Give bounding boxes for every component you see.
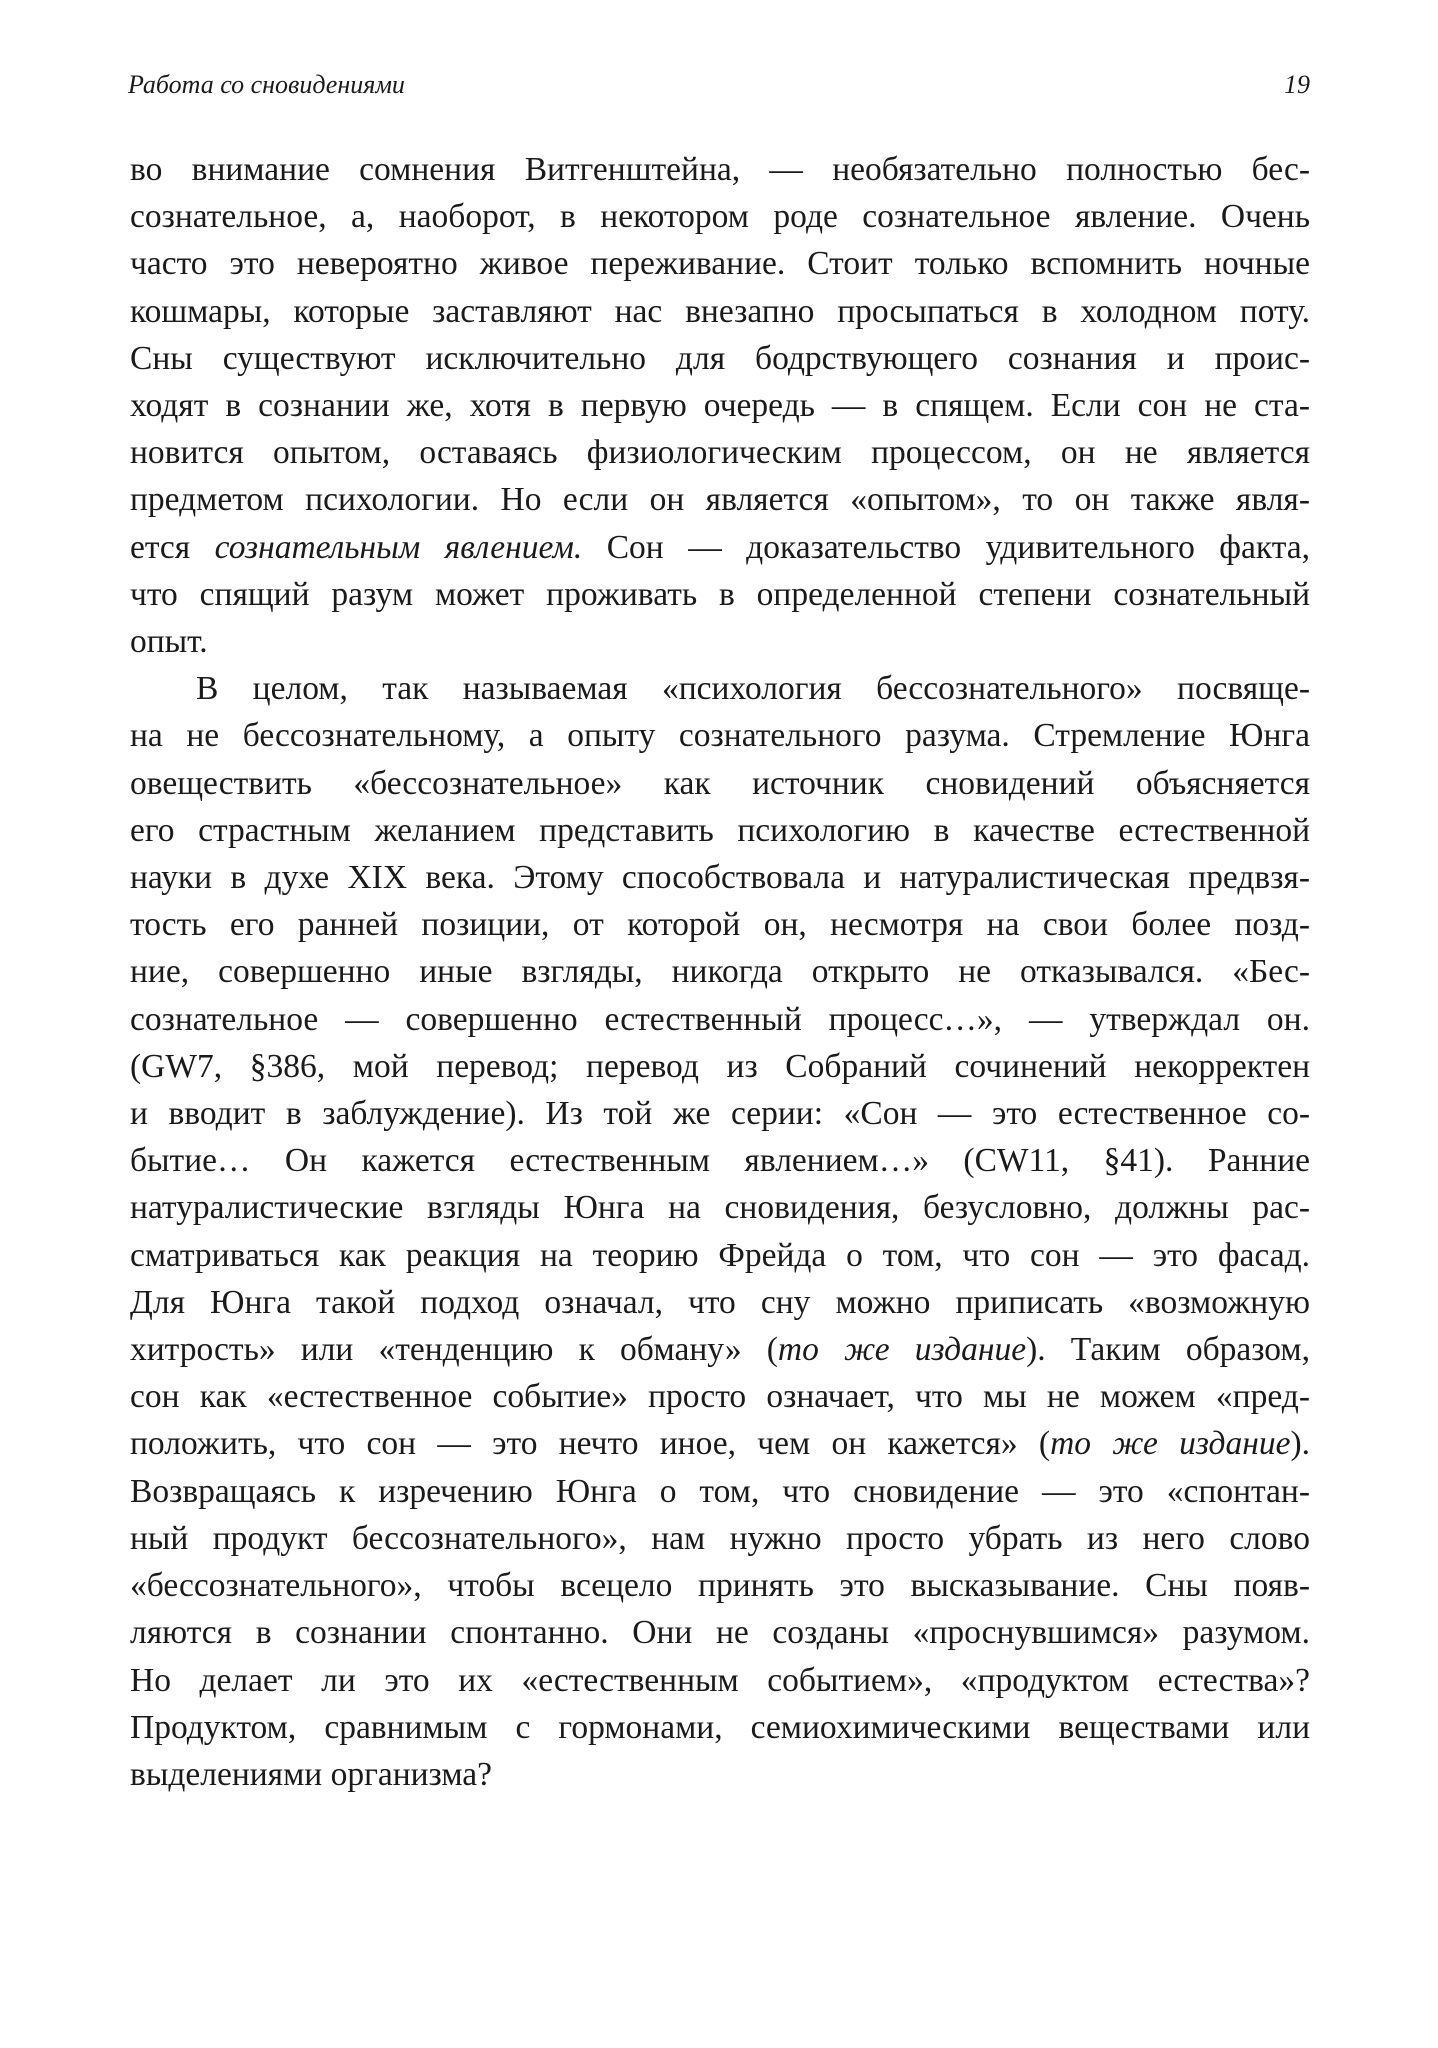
text-line xyxy=(130,618,1310,665)
text-line xyxy=(130,1043,1310,1090)
text-run: бытие… Он кажется естественным явлением…» (CW11, §41). Ранние xyxy=(130,1142,1310,1180)
text-line xyxy=(130,335,1310,382)
text-run: его страстным желанием представить психологию в качестве естественной xyxy=(130,811,1310,849)
text-line xyxy=(130,996,1310,1043)
text-run: во внимание сомнения Витгенштейна, — необязательно полностью бес- xyxy=(130,151,1310,188)
text-line xyxy=(130,1279,1310,1326)
text-line xyxy=(130,665,1310,712)
text-run: ляются в сознании спонтанно. Они не созданы «проснувшимся» разумом. xyxy=(130,1614,1310,1652)
text-run: «бессознательного», чтобы всецело принять это высказывание. Сны появ- xyxy=(130,1567,1310,1605)
text-line xyxy=(130,1751,1310,1798)
text-run: и вводит в заблуждение). Из той же серии: «Сон — это естественное со- xyxy=(130,1095,1310,1133)
text-line xyxy=(130,1373,1310,1420)
text-run: Для Юнга такой подход означал, что сну можно приписать «возможную xyxy=(130,1283,1310,1321)
text-line xyxy=(130,948,1310,995)
text-run: ходят в сознании же, хотя в первую очередь — в спящем. Если сон не ста- xyxy=(130,387,1310,425)
text-run: сон как «естественное событие» просто означает, что мы не можем «пред- xyxy=(130,1378,1310,1416)
text-run: Возвращаясь к изречению Юнга о том, что сновидение — это «спонтан- xyxy=(130,1472,1310,1510)
body-text xyxy=(130,146,1310,1798)
text-line xyxy=(130,1090,1310,1137)
text-run: ный продукт бессознательного», нам нужно просто убрать из него слово xyxy=(130,1519,1310,1557)
text-run: выделениями организма? xyxy=(130,1755,493,1793)
text-run: сознательное — совершенно естественный процесс…», — утверждал он. xyxy=(130,1000,1310,1038)
text-line xyxy=(130,760,1310,807)
text-run: Сон — доказательство удивительного факта, xyxy=(582,528,1310,566)
text-line xyxy=(130,476,1310,523)
text-line xyxy=(130,901,1310,948)
text-run: часто это невероятно живое переживание. Стоит только вспомнить ночные xyxy=(130,245,1310,283)
text-run: Но делает ли это их «естественным событием», «продуктом естества»? xyxy=(130,1661,1310,1699)
text-run: В целом, так называемая «психология бессознательного» посвяще- xyxy=(196,670,1310,708)
italic-phrase: то же издание xyxy=(777,1331,1027,1369)
text-run: хитрость» или «тенденцию к обману» ( xyxy=(130,1331,778,1369)
text-line xyxy=(130,1609,1310,1656)
text-run: натуралистические взгляды Юнга на сновидения, безусловно, должны рас- xyxy=(130,1189,1310,1227)
text-run: сматриваться как реакция на теорию Фрейда о том, что сон — это фасад. xyxy=(130,1236,1310,1274)
text-run: кошмары, которые заставляют нас внезапно просыпаться в холодном поту. xyxy=(130,292,1310,330)
running-header xyxy=(128,70,1310,110)
text-run: овеществить «бессознательное» как источник сновидений объясняется xyxy=(130,764,1310,802)
text-line xyxy=(130,1562,1310,1609)
text-run: положить, что сон — это нечто иное, чем он кажется» ( xyxy=(130,1425,1051,1463)
text-line xyxy=(130,382,1310,429)
text-line xyxy=(130,288,1310,335)
page-number: 19 xyxy=(1284,70,1310,99)
text-line xyxy=(130,854,1310,901)
text-line xyxy=(130,240,1310,287)
text-run: ется xyxy=(130,528,215,566)
text-run: что спящий разум может проживать в определенной степени сознательный xyxy=(130,575,1310,613)
text-line xyxy=(130,1468,1310,1515)
text-line xyxy=(130,429,1310,476)
text-line xyxy=(130,524,1310,571)
text-line xyxy=(130,1137,1310,1184)
paragraph xyxy=(130,146,1310,665)
italic-phrase: то же издание xyxy=(1050,1425,1291,1463)
text-run: новится опытом, оставаясь физиологическим процессом, он не является xyxy=(130,434,1310,472)
text-line xyxy=(130,146,1310,193)
text-line xyxy=(130,1704,1310,1751)
text-run: Сны существуют исключительно для бодрствующего сознания и проис- xyxy=(130,339,1310,377)
text-line xyxy=(130,712,1310,759)
text-line xyxy=(130,1420,1310,1467)
text-line xyxy=(130,1657,1310,1704)
running-title: Работа со сновидениями xyxy=(128,70,405,99)
text-line xyxy=(130,1326,1310,1373)
text-line xyxy=(130,1232,1310,1279)
paragraph xyxy=(130,665,1310,1798)
text-run: ). xyxy=(1290,1425,1310,1463)
text-run: ). Таким образом, xyxy=(1026,1331,1310,1369)
italic-phrase: сознательным явлением. xyxy=(214,528,583,566)
text-run: опыт. xyxy=(130,623,208,661)
text-line xyxy=(130,807,1310,854)
text-run: ние, совершенно иные взгляды, никогда открыто не отказывался. «Бес- xyxy=(130,953,1310,991)
text-line xyxy=(130,571,1310,618)
text-run: тость его ранней позиции, от которой он, несмотря на свои более позд- xyxy=(130,906,1310,944)
text-run: Продуктом, сравнимым с гормонами, семиохимическими веществами или xyxy=(130,1708,1310,1746)
text-line xyxy=(130,1184,1310,1231)
text-run: сознательное, а, наоборот, в некотором роде сознательное явление. Очень xyxy=(130,198,1310,236)
text-line xyxy=(130,1515,1310,1562)
text-run: (GW7, §386, мой перевод; перевод из Собраний сочинений некорректен xyxy=(130,1047,1310,1085)
text-run: предметом психологии. Но если он является «опытом», то он также явля- xyxy=(130,481,1310,519)
text-line xyxy=(130,193,1310,240)
text-run: на не бессознательному, а опыту сознательного разума. Стремление Юнга xyxy=(130,717,1310,755)
text-run: науки в духе XIX века. Этому способствовала и натуралистическая предвзя- xyxy=(130,859,1310,897)
